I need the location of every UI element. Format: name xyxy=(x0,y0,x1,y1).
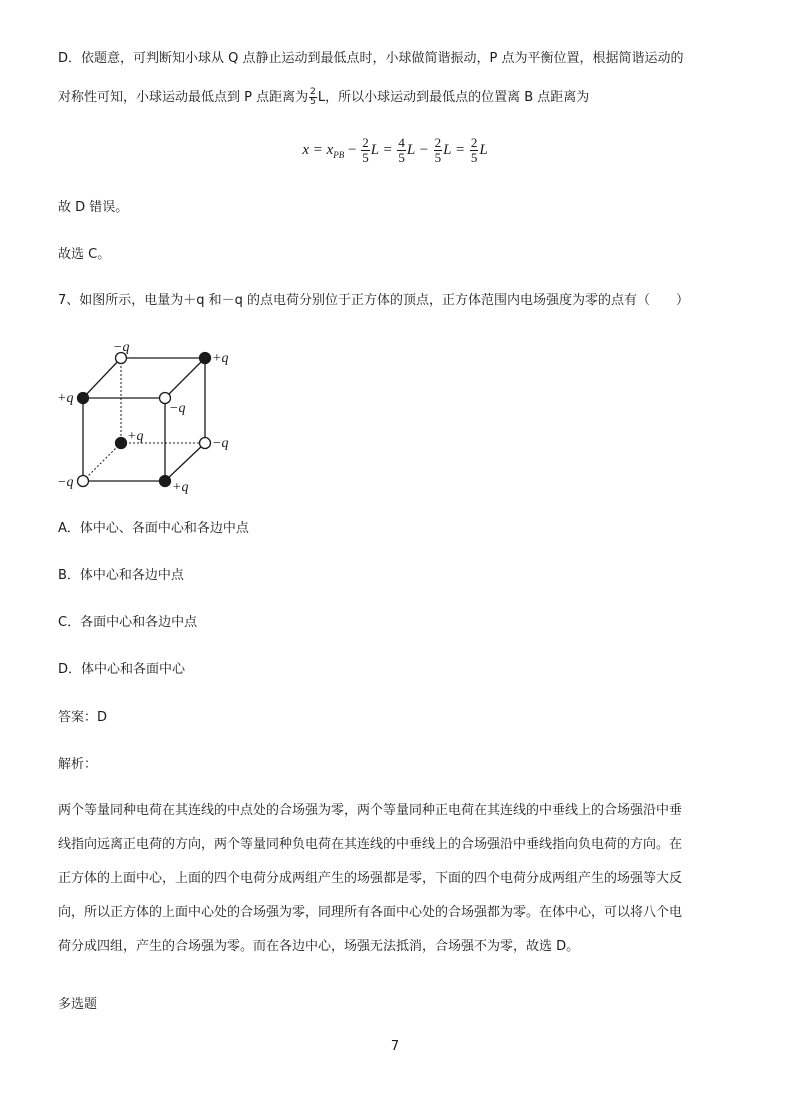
analysis-line: 两个等量同种电荷在其连线的中点处的合场强为零，两个等量同种正电荷在其连线的中垂线上的合场强沿中垂 xyxy=(58,803,683,818)
charge-label: −q xyxy=(57,475,74,490)
eq-mid-1: L = xyxy=(370,141,393,158)
charge-label: −q xyxy=(113,340,130,355)
frac-den: 5 xyxy=(398,150,405,165)
cube-hidden-edge xyxy=(83,443,121,481)
positive-charge xyxy=(200,353,211,364)
cube-edge xyxy=(83,358,121,398)
eq-frac-3 xyxy=(434,136,443,165)
frac-num: 2 xyxy=(434,135,442,150)
solution-choose-c: 故选 C。 xyxy=(58,247,111,262)
question-7-stem: 7、如图所示，电量为＋q 和－q 的点电荷分别位于正方体的顶点，正方体范围内电场强度为零的点有（ ） xyxy=(58,293,690,308)
option-b: B．体中心和各边中点 xyxy=(58,568,184,583)
eq-mid-2: L − xyxy=(406,141,429,158)
analysis-line: 正方体的上面中心，上面的四个电荷分成两组产生的场强都是零，下面的四个电荷分成两组产生的场强等大反 xyxy=(58,871,683,886)
page-number: 7 xyxy=(390,1039,400,1054)
charge-label: −q xyxy=(169,401,186,416)
cube-edge xyxy=(165,443,205,481)
eq-frac-2 xyxy=(397,136,406,165)
frac-den: 5 xyxy=(310,97,316,107)
charge-label: +q xyxy=(57,391,74,406)
analysis-line: 向，所以正方体的上面中心处的合场强为零，同理所有各面中心处的合场强都为零。在体中心，可以将八个电 xyxy=(58,905,683,920)
positive-charge xyxy=(116,438,127,449)
positive-charge xyxy=(78,393,89,404)
eq-end: L xyxy=(479,141,488,158)
frac-den: 5 xyxy=(362,150,369,165)
distance-equation xyxy=(0,136,790,165)
eq-minus: − xyxy=(348,141,357,158)
eq-frac-1 xyxy=(361,136,370,165)
frac-num: 2 xyxy=(470,135,478,150)
section-heading: 多选题 xyxy=(58,997,98,1012)
solution-d-line-2-text-a: 对称性可知，小球运动最低点到 P 点距离为 xyxy=(58,90,309,105)
eq-lhs: x = x xyxy=(302,141,334,158)
analysis-line: 线指向远离正电荷的方向，两个等量同种负电荷在其连线的中垂线上的合场强沿中垂线指向负电荷的方向。在 xyxy=(58,837,683,852)
charge-label: +q xyxy=(127,429,144,444)
frac-den: 5 xyxy=(470,150,478,165)
eq-mid-3: L = xyxy=(443,141,466,158)
charge-label: +q xyxy=(172,480,189,495)
eq-frac-4 xyxy=(470,136,479,165)
analysis-paragraph xyxy=(58,794,682,964)
negative-charge xyxy=(200,438,211,449)
cube-edge xyxy=(165,358,205,398)
frac-num: 2 xyxy=(310,87,316,97)
positive-charge xyxy=(160,476,171,487)
negative-charge xyxy=(78,476,89,487)
option-c: C．各面中心和各边中点 xyxy=(58,615,198,630)
answer: 答案：D xyxy=(58,710,108,725)
charge-label: +q xyxy=(212,351,229,366)
frac-num: 4 xyxy=(398,135,405,150)
frac-num: 2 xyxy=(362,135,369,150)
solution-d-line-2 xyxy=(58,88,589,107)
solution-d-line-2-text-b: L，所以小球运动到最低点的位置离 B 点距离为 xyxy=(317,90,590,105)
eq-sub: PB xyxy=(333,149,345,160)
charge-label: −q xyxy=(212,436,229,451)
solution-d-wrong: 故 D 错误。 xyxy=(58,200,129,215)
analysis-line: 荷分成四组，产生的合场强为零。而在各边中心，场强无法抵消，合场强不为零，故选 D。 xyxy=(58,939,580,954)
analysis-title: 解析： xyxy=(58,757,98,772)
fraction-two-fifths xyxy=(309,88,317,107)
frac-den: 5 xyxy=(434,150,442,165)
cube-charge-figure xyxy=(55,338,245,496)
option-a: A．体中心、各面中心和各边中点 xyxy=(58,521,249,536)
option-d: D．体中心和各面中心 xyxy=(58,662,186,677)
solution-d-line-1: D．依题意，可判断知小球从 Q 点静止运动到最低点时，小球做简谐振动，P 点为平衡位置，根据简谐运动的 xyxy=(58,51,684,66)
